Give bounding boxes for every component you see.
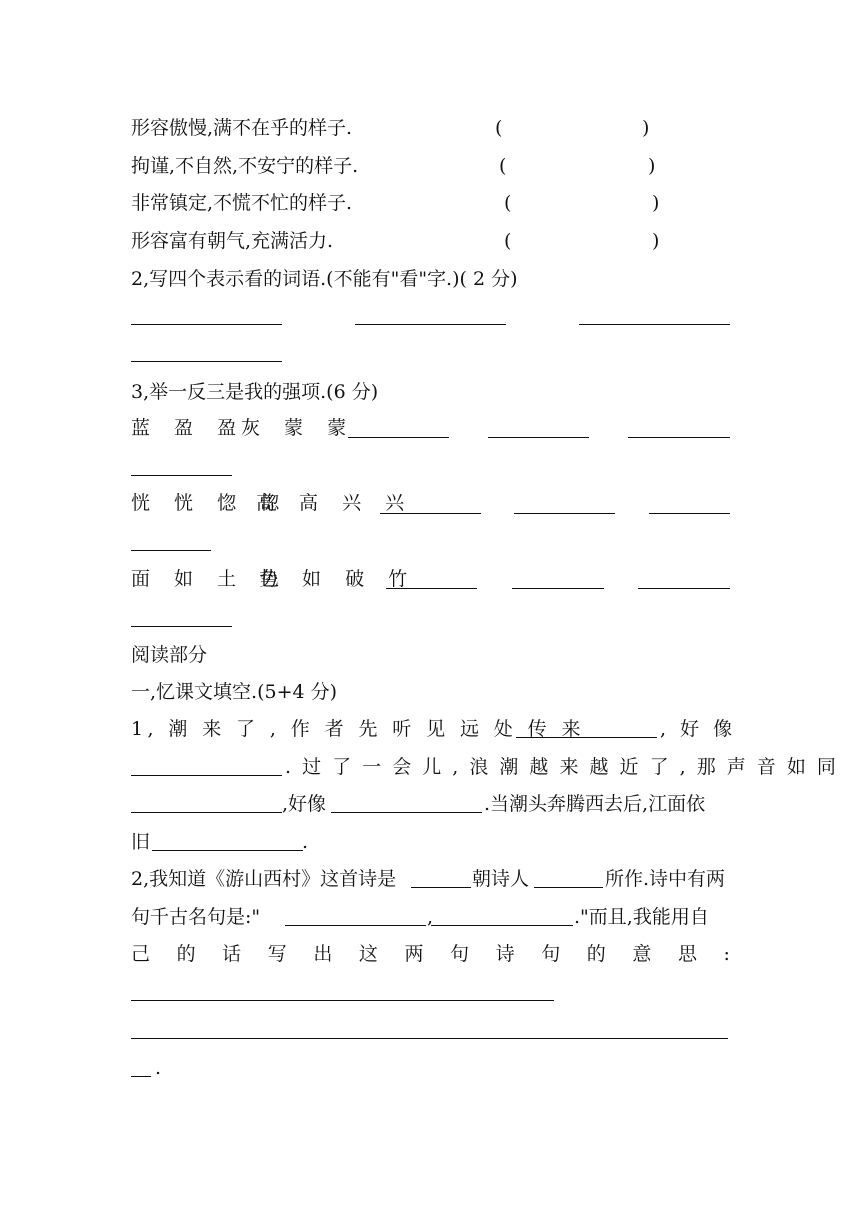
example-word: 灰 蒙 蒙 xyxy=(241,417,356,439)
answer-blank[interactable] xyxy=(628,437,730,438)
answer-blank[interactable] xyxy=(131,324,282,325)
passage-2-line-3 xyxy=(131,942,730,966)
answer-blank[interactable] xyxy=(348,437,449,438)
passage-2-line-1a: 2,我知道《游山西村》这首诗是 xyxy=(131,868,397,890)
passage-char: 己 xyxy=(131,943,151,965)
answer-blank[interactable] xyxy=(512,588,604,589)
answer-blank[interactable] xyxy=(534,887,603,888)
passage-2-line-2a: 句千古名句是:" xyxy=(131,906,261,928)
answer-blank[interactable] xyxy=(131,1038,728,1039)
answer-blank[interactable] xyxy=(131,812,282,813)
passage-1-end: . xyxy=(302,831,309,853)
passage-char: 思 xyxy=(677,943,697,965)
answer-blank[interactable] xyxy=(411,887,471,888)
passage-char: : xyxy=(723,943,730,965)
passage-2-line-1b: 朝诗人 xyxy=(472,868,530,890)
answer-blank[interactable] xyxy=(131,1000,554,1001)
meaning-2: 拘谨,不自然,不安宁的样子. xyxy=(131,155,359,177)
answer-blank[interactable] xyxy=(355,324,506,325)
passage-char: 的 xyxy=(586,943,606,965)
answer-blank[interactable] xyxy=(386,588,477,589)
example-word: 高 高 兴 兴 xyxy=(256,492,414,514)
example-word: 恍 恍 惚 惚 xyxy=(131,492,289,514)
answer-blank[interactable] xyxy=(380,513,481,514)
answer-blank[interactable] xyxy=(131,475,232,476)
answer-blank[interactable] xyxy=(331,812,482,813)
reading-heading: 阅读部分 xyxy=(131,644,208,666)
passage-2-end: . xyxy=(155,1057,162,1079)
answer-blank[interactable] xyxy=(131,1076,151,1077)
passage-char: 的 xyxy=(176,943,196,965)
passage-1-line-1: 1, 潮 来 了 , 作 者 先 听 见 远 处 传 来 xyxy=(131,718,585,740)
paren-open-2: ( xyxy=(499,155,507,177)
paren-close-3: ) xyxy=(652,192,660,214)
paren-open-3: ( xyxy=(504,192,512,214)
passage-char: 句 xyxy=(541,943,561,965)
example-word: 面 如 土 色 xyxy=(131,568,289,590)
passage-char: 写 xyxy=(267,943,287,965)
passage-char: 话 xyxy=(222,943,242,965)
passage-2-line-2c: ."而且,我能用自 xyxy=(574,906,709,928)
answer-blank[interactable] xyxy=(649,513,730,514)
answer-blank[interactable] xyxy=(131,361,282,362)
passage-char: 诗 xyxy=(495,943,515,965)
passage-char: 句 xyxy=(450,943,470,965)
answer-blank[interactable] xyxy=(152,850,303,851)
passage-1-line-2: . 过 了 一 会 儿 , 浪 潮 越 来 越 近 了 , 那 声 音 如 同 xyxy=(285,756,839,778)
answer-blank[interactable] xyxy=(431,925,573,926)
answer-blank[interactable] xyxy=(131,775,282,776)
passage-1-line-3a: ,好像 xyxy=(282,793,327,815)
passage-2-line-1c: 所作.诗中有两 xyxy=(605,868,726,890)
answer-blank[interactable] xyxy=(285,925,426,926)
answer-blank[interactable] xyxy=(131,550,211,551)
paren-close-2: ) xyxy=(648,155,656,177)
answer-blank[interactable] xyxy=(514,513,615,514)
passage-1-line-4: 旧 xyxy=(131,831,151,853)
passage-char: 这 xyxy=(358,943,378,965)
answer-blank[interactable] xyxy=(516,737,657,738)
answer-blank[interactable] xyxy=(131,626,232,627)
meaning-3: 非常镇定,不慌不忙的样子. xyxy=(131,192,353,214)
section-1-title: 一,忆课文填空.(5+4 分) xyxy=(131,681,338,703)
paren-open-4: ( xyxy=(504,230,512,252)
passage-1-line-1-end: , 好 像 xyxy=(660,718,737,740)
example-word: 势 如 破 竹 xyxy=(259,568,417,590)
answer-blank[interactable] xyxy=(579,324,730,325)
example-word: 蓝 盈 盈 xyxy=(131,417,246,439)
passage-char: 两 xyxy=(404,943,424,965)
passage-char: 出 xyxy=(313,943,333,965)
question-2-title: 2,写四个表示看的词语.(不能有"看"字.)( 2 分) xyxy=(131,268,518,290)
question-3-title: 3,举一反三是我的强项.(6 分) xyxy=(131,381,379,403)
passage-char: 意 xyxy=(632,943,652,965)
answer-blank[interactable] xyxy=(488,437,589,438)
meaning-1: 形容傲慢,满不在乎的样子. xyxy=(131,117,353,139)
paren-open-1: ( xyxy=(495,117,503,139)
meaning-4: 形容富有朝气,充满活力. xyxy=(131,230,334,252)
answer-blank[interactable] xyxy=(638,588,730,589)
paren-close-4: ) xyxy=(652,230,660,252)
paren-close-1: ) xyxy=(642,117,650,139)
passage-2-line-2b: , xyxy=(427,906,434,928)
passage-1-line-3b: .当潮头奔腾西去后,江面依 xyxy=(484,793,706,815)
